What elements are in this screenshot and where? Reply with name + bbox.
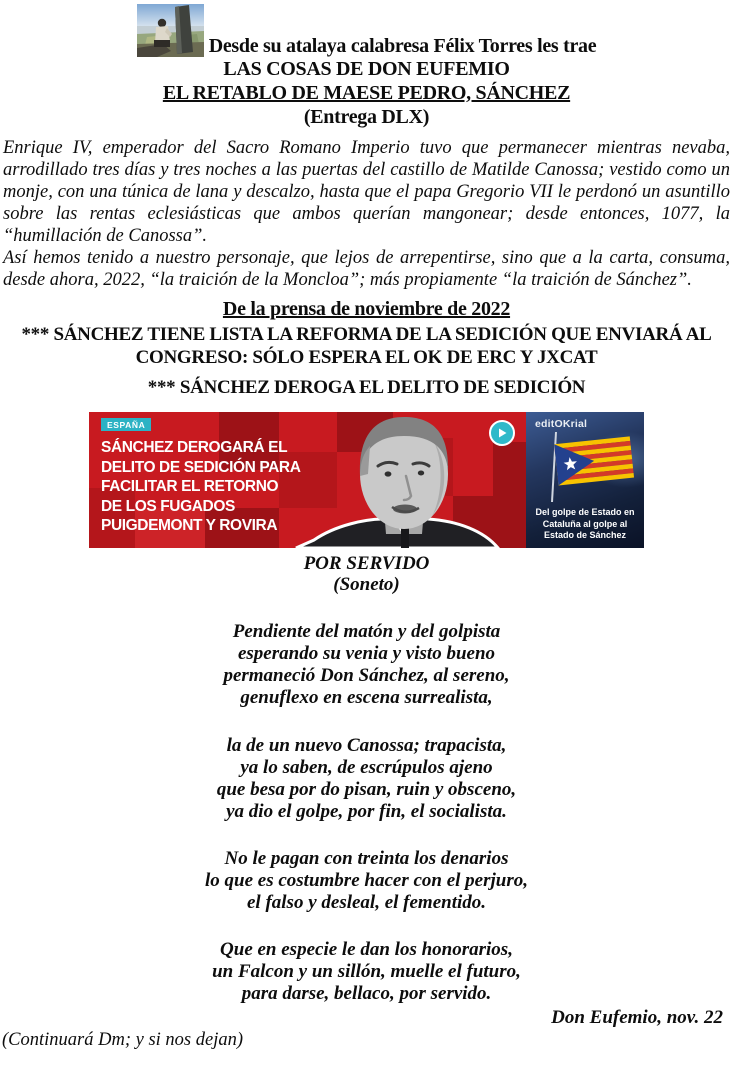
news-headline-line: SÁNCHEZ DEROGARÁ EL <box>101 439 288 456</box>
poem-line: No le pagan con treinta los denarios <box>224 848 509 869</box>
poem-line: Pendiente del matón y del golpista <box>232 621 501 642</box>
poem-line: que besa por do pisan, ruin y obsceno, <box>216 779 517 800</box>
poem-line: Que en especie le dan los honorarios, <box>220 939 513 960</box>
estelada-flag-icon <box>526 430 644 502</box>
poem-subtitle: (Soneto) <box>333 574 400 595</box>
editorial-logo: editOKrial <box>535 418 588 430</box>
header-series-title: LAS COSAS DE DON EUFEMIO <box>223 58 510 80</box>
header-tagline: Desde su atalaya calabresa Félix Torres les trae <box>208 35 597 57</box>
header-episode-title: EL RETABLO DE MAESE PEDRO, SÁNCHEZ <box>162 82 571 104</box>
header-line1 <box>0 4 733 57</box>
press-headline-2: *** SÁNCHEZ DEROGA EL DELITO DE SEDICIÓN <box>147 377 586 398</box>
poem-line: genuflexo en escena surrealista, <box>240 687 493 708</box>
poem-title: POR SERVIDO <box>303 553 430 574</box>
news-headline-line: FACILITAR EL RETORNO <box>101 478 279 495</box>
estelada-flag-box <box>526 430 644 507</box>
poem-stanza-1 <box>0 621 733 709</box>
poem-line: esperando su venia y visto bueno <box>237 643 496 664</box>
continuation-note: (Continuará Dm; y si nos dejan) <box>2 1030 243 1050</box>
press-section-heading: De la prensa de noviembre de 2022 <box>222 298 511 320</box>
news-headline-line: PUIGDEMONT Y ROVIRA <box>101 517 278 534</box>
poem-line: para darse, bellaco, por servido. <box>241 983 492 1004</box>
mountain-lookout-photo <box>137 4 204 57</box>
poem-line: ya dio el golpe, por fin, el socialista. <box>226 801 507 822</box>
poem-section <box>0 553 733 1029</box>
news-panel-caption: Del golpe de Estado en Cataluña al golpe al Estado de Sánchez <box>535 507 635 540</box>
intro-paragraph-2: Así hemos tenido a nuestro personaje, que lejos de arrepentirse, sino que a la carta, consuma, desde ahora, 2022, “la traición de la Moncloa”; más propiamente “la traición de Sánchez”. <box>3 248 730 290</box>
header-installment: (Entrega DLX) <box>303 106 430 128</box>
play-button[interactable] <box>489 420 515 446</box>
news-banner-image[interactable] <box>89 412 644 548</box>
news-headline <box>101 438 301 536</box>
document-header <box>0 0 733 129</box>
poem-line: el falso y desleal, el fementido. <box>246 892 487 913</box>
poem-stanza-3 <box>0 848 733 914</box>
news-headline-line: DELITO DE SEDICIÓN PARA <box>101 458 301 476</box>
poem-line: la de un nuevo Canossa; trapacista, <box>226 735 507 756</box>
poem-stanza-4 <box>0 939 733 1005</box>
poem-line: ya lo saben, de escrúpulos ajeno <box>240 757 493 778</box>
author-signature: Don Eufemio, nov. 22 <box>551 1007 723 1028</box>
intro-paragraph-1: Enrique IV, emperador del Sacro Romano Imperio tuvo que permanecer mientras nevaba, arrodillado tres días y tres noches a las puertas del castillo de Matilde Canossa; vestido como un monje, con una túnica de lana y descalzo, hasta que el papa Gregorio VII le perdonó un asuntillo sobre las rentas eclesiásticas que ambos querían mangonear; desde entonces, 1077, la “humillación de Canossa”. <box>3 138 730 246</box>
press-headline-1: *** SÁNCHEZ TIENE LISTA LA REFORMA DE LA SEDICIÓN QUE ENVIARÁ AL CONGRESO: SÓLO ESPERA EL OK DE ERC Y JXCAT <box>21 324 712 368</box>
news-side-panel <box>526 412 644 548</box>
espana-badge: ESPAÑA <box>101 418 151 431</box>
poem-stanza-2 <box>0 735 733 823</box>
play-icon <box>496 427 508 439</box>
poem-line: lo que es costumbre hacer con el perjuro, <box>205 870 528 891</box>
news-headline-line: DE LOS FUGADOS <box>101 497 235 515</box>
poem-line: un Falcon y un sillón, muelle el futuro, <box>212 961 521 982</box>
poem-line: permaneció Don Sánchez, al sereno, <box>223 665 510 686</box>
news-red-background <box>89 412 526 548</box>
